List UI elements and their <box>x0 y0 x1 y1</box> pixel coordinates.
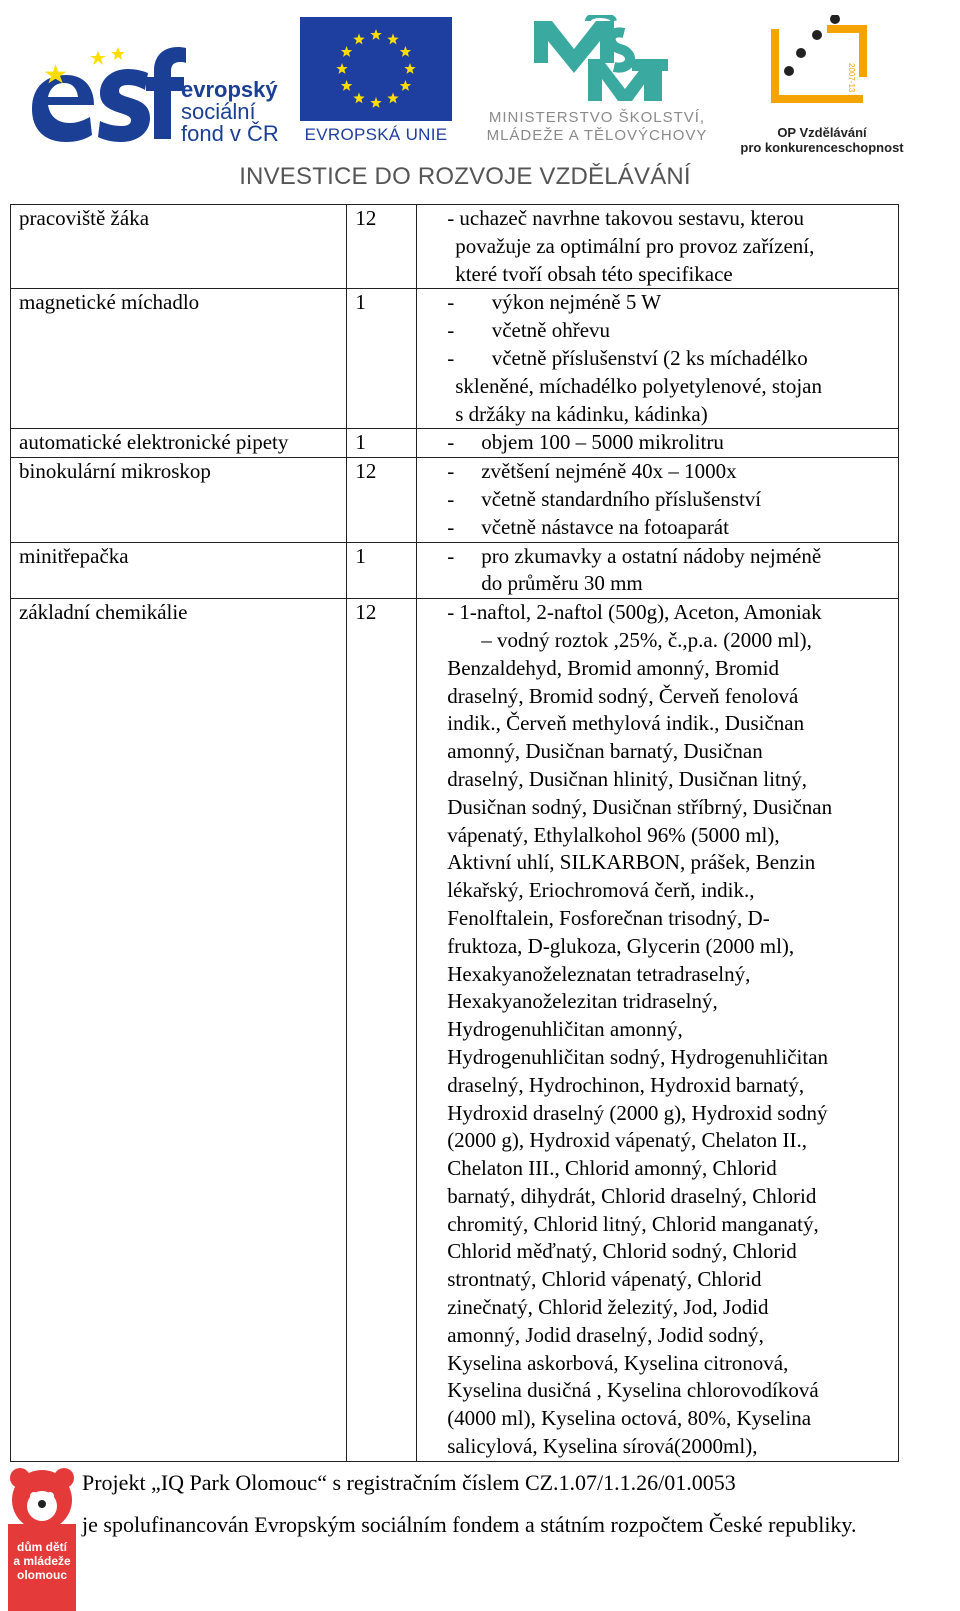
esf-wordmark <box>181 79 279 145</box>
spec-line: Dusičnan sodný, Dusičnan stříbrný, Dusičnan <box>447 794 833 819</box>
eu-star-icon <box>400 46 411 57</box>
bullet-dash: - <box>447 345 455 370</box>
bullet-dash: - <box>447 290 455 315</box>
item-name-cell: základní chemikálie <box>11 599 347 1462</box>
bullet-dash: - <box>447 543 455 568</box>
ddm-line-3: olomouc <box>17 1568 67 1582</box>
msmt-line-1: MINISTERSTVO ŠKOLSTVÍ, <box>488 109 706 126</box>
spec-line: Hexakyanoželeznatan tetradraselný, <box>447 961 751 986</box>
table-row <box>11 205 899 289</box>
quantity-cell: 12 <box>347 205 417 289</box>
esf-emblem <box>26 47 186 147</box>
quantity-cell: 1 <box>347 429 417 458</box>
bear-logo-icon <box>8 1466 76 1611</box>
spec-line: strontnatý, Chlorid vápenatý, Chlorid <box>447 1267 762 1292</box>
op-line-1: OP Vzdělávání <box>777 125 867 140</box>
op-logo <box>737 15 907 155</box>
spec-line: zinečnatý, Chlorid železitý, Jod, Jodid <box>447 1295 769 1320</box>
specification-table <box>10 204 899 1462</box>
spec-line: Kyselina dusičná , Kyselina chlorovodíková <box>447 1378 819 1403</box>
spec-line: skleněné, míchadélko polyetylenové, stojan <box>455 373 823 398</box>
op-emblem <box>767 15 877 105</box>
eu-star-icon <box>341 80 352 91</box>
op-line-2: pro konkurenceschopnost <box>740 140 904 155</box>
ddm-olomouc-logo <box>8 1466 76 1611</box>
specification-table-body <box>11 205 899 1462</box>
spec-line: fruktoza, D-glukoza, Glycerin (2000 ml), <box>447 933 795 958</box>
item-name-cell: magnetické míchadlo <box>11 289 347 429</box>
ddm-line-2: a mládeže <box>13 1554 71 1568</box>
spec-line: barnatý, dihydrát, Chlorid draselný, Chlorid <box>447 1183 817 1208</box>
spec-line: amonný, Jodid draselný, Jodid sodný, <box>447 1322 764 1347</box>
spec-text: zvětšení nejméně 40x – 1000x <box>481 459 737 484</box>
specification-cell <box>417 599 899 1462</box>
spec-line: indik., Červeň methylová indik., Dusičnan <box>447 711 805 736</box>
eu-star-icon <box>370 29 381 40</box>
table-row <box>11 429 899 458</box>
spec-line: Benzaldehyd, Bromid amonný, Bromid <box>447 655 780 680</box>
spec-text: včetně ohřevu <box>481 318 611 343</box>
spec-line: (4000 ml), Kyselina octová, 80%, Kyselina <box>447 1406 812 1431</box>
eu-logo <box>300 17 452 147</box>
table-row <box>11 289 899 429</box>
spec-line: považuje za optimální pro provoz zařízení, <box>455 233 815 258</box>
spec-line: draselný, Hydrochinon, Hydroxid barnatý, <box>447 1072 805 1097</box>
spec-bullet-line <box>447 345 898 373</box>
spec-bullet-line <box>447 429 898 457</box>
spec-line: Chlorid měďnatý, Chlorid sodný, Chlorid <box>447 1239 797 1264</box>
spec-line: Fenolftalein, Fosforečnan trisodný, D- <box>447 905 770 930</box>
spec-line: Hydrogenuhličitan amonný, <box>447 1017 683 1042</box>
spec-bullet-line <box>447 486 898 514</box>
msmt-logo <box>466 15 728 150</box>
spec-line: draselný, Bromid sodný, Červeň fenolová <box>447 683 799 708</box>
esf-line-1: evropský <box>181 77 278 102</box>
specification-cell <box>417 542 899 599</box>
eu-star-icon <box>370 97 381 108</box>
quantity-cell: 1 <box>347 289 417 429</box>
spec-line: – vodný roztok ,25%, č.,p.a. (2000 ml), <box>481 627 812 652</box>
bullet-dash: - <box>447 430 455 455</box>
spec-bullet-line <box>447 317 898 345</box>
table-row <box>11 599 899 1462</box>
spec-bullet-line <box>447 543 898 571</box>
bullet-dash: - <box>447 459 455 484</box>
spec-line: Kyselina askorbová, Kyselina citronová, <box>447 1350 789 1375</box>
spec-line: draselný, Dusičnan hlinitý, Dusičnan litný, <box>447 766 808 791</box>
spec-text: včetně standardního příslušenství <box>481 486 762 511</box>
spec-line: Chelaton III., Chlorid amonný, Chlorid <box>447 1156 777 1181</box>
bullet-dash: - <box>447 514 455 539</box>
eu-label: EVROPSKÁ UNIE <box>304 125 448 144</box>
specification-cell <box>417 429 899 458</box>
specification-cell <box>417 458 899 542</box>
specification-cell <box>417 205 899 289</box>
op-years: 2007-13 <box>847 63 856 93</box>
eu-flag-icon <box>300 17 452 121</box>
spec-line: Hydroxid draselný (2000 g), Hydroxid sodný <box>447 1100 828 1125</box>
spec-text: objem 100 – 5000 mikrolitru <box>481 430 724 455</box>
item-name-cell: automatické elektronické pipety <box>11 429 347 458</box>
spec-line: amonný, Dusičnan barnatý, Dusičnan <box>447 739 763 764</box>
spec-bullet-line <box>447 514 898 542</box>
spec-line: s držáky na kádinku, kádinka) <box>455 401 708 426</box>
bullet-dash: - <box>447 318 455 343</box>
spec-line: salicylová, Kyselina sírová(2000ml), <box>447 1434 758 1459</box>
msmt-wordmark <box>466 109 728 145</box>
quantity-cell: 12 <box>347 458 417 542</box>
spec-line: které tvoří obsah této specifikace <box>455 261 733 286</box>
spec-line: Hydrogenuhličitan sodný, Hydrogenuhličitan <box>447 1044 829 1069</box>
footer-project-line: Projekt „IQ Park Olomouc“ s registračním číslem CZ.1.07/1.1.26/01.0053 <box>82 1470 736 1495</box>
item-name-cell: pracoviště žáka <box>11 205 347 289</box>
spec-line: lékařský, Eriochromová čerň, indik., <box>447 878 755 903</box>
spec-line: Hexakyanoželezitan tridraselný, <box>447 989 718 1014</box>
eu-star-icon <box>353 34 364 45</box>
item-name-cell: minitřepačka <box>11 542 347 599</box>
page-header <box>0 0 960 200</box>
eu-star-icon <box>404 63 415 74</box>
table-row <box>11 542 899 599</box>
spec-text: včetně nástavce na fotoaparát <box>481 514 729 539</box>
spec-bullet-line <box>447 289 898 317</box>
op-wordmark <box>737 125 907 155</box>
spec-line: vápenatý, Ethylalkohol 96% (5000 ml), <box>447 822 780 847</box>
spec-text: včetně příslušenství (2 ks míchadélko <box>481 345 808 370</box>
ddm-wordmark <box>8 1540 76 1582</box>
investment-tagline: INVESTICE DO ROZVOJE VZDĚLÁVÁNÍ <box>239 163 691 190</box>
spec-text: výkon nejméně 5 W <box>481 290 662 315</box>
eu-star-icon <box>353 92 364 103</box>
eu-star-icon <box>336 63 347 74</box>
footer-funding-line: je spolufinancován Evropským sociálním fondem a státním rozpočtem České republiky. <box>82 1512 857 1537</box>
spec-bullet-line <box>447 458 898 486</box>
spec-line: chromitý, Chlorid litný, Chlorid manganatý, <box>447 1211 819 1236</box>
table-row <box>11 458 899 542</box>
ddm-line-1: dům dětí <box>17 1540 67 1554</box>
spec-line: Aktivní uhlí, SILKARBON, prášek, Benzin <box>447 850 816 875</box>
esf-logo <box>26 17 296 147</box>
msmt-emblem <box>528 15 668 105</box>
item-name-cell: binokulární mikroskop <box>11 458 347 542</box>
eu-star-icon <box>341 46 352 57</box>
spec-line: - 1-naftol, 2-naftol (500g), Aceton, Amoniak <box>447 600 822 625</box>
msmt-line-2: MLÁDEŽE A TĚLOVÝCHOVY <box>486 127 708 144</box>
spec-line: do průměru 30 mm <box>481 571 643 596</box>
eu-star-icon <box>387 34 398 45</box>
quantity-cell: 1 <box>347 542 417 599</box>
esf-line-3: fond v ČR <box>181 121 279 146</box>
spec-line: (2000 g), Hydroxid vápenatý, Chelaton II., <box>447 1128 808 1153</box>
spec-text: pro zkumavky a ostatní nádoby nejméně <box>481 543 822 568</box>
eu-star-icon <box>387 92 398 103</box>
quantity-cell: 12 <box>347 599 417 1462</box>
specification-cell <box>417 289 899 429</box>
eu-star-icon <box>400 80 411 91</box>
bullet-dash: - <box>447 486 455 511</box>
spec-line: - uchazeč navrhne takovou sestavu, kterou <box>447 206 805 230</box>
esf-line-2: sociální <box>181 99 256 124</box>
